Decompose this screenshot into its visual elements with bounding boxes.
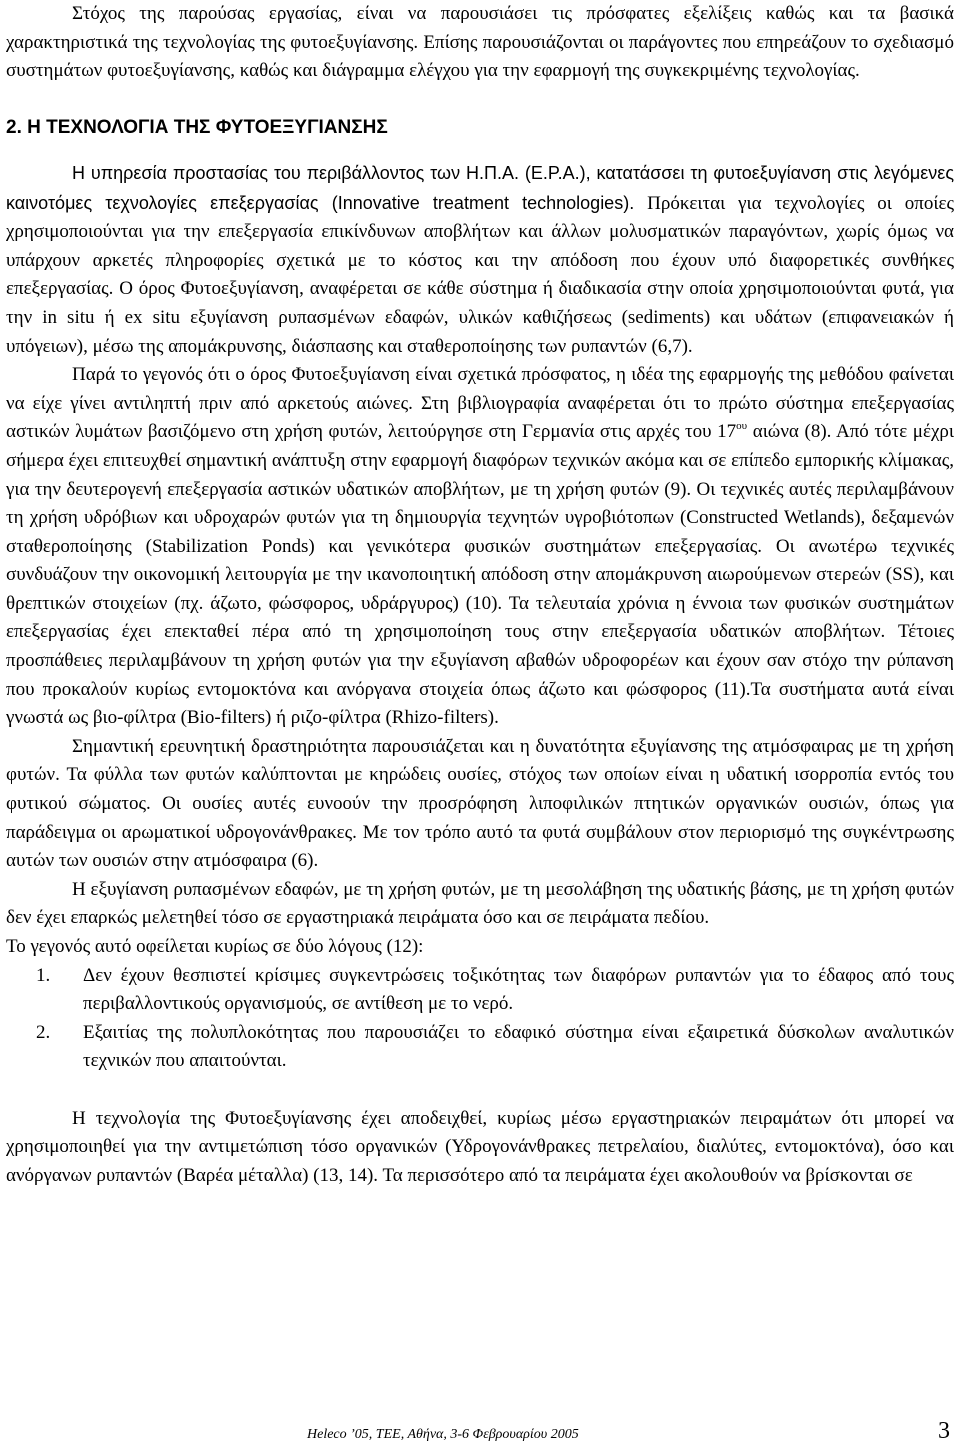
reasons-list — [6, 962, 954, 1076]
paragraph-soil: Η εξυγίανση ρυπασμένων εδαφών, με τη χρήση φυτών, με τη μεσολάβηση της υδατικής βάσης, με τη χρήση φυτών δεν έχει επαρκώς μελετηθεί τόσο σε εργαστηριακά πειράματα όσο και σε πειράματα πεδίου. — [6, 878, 954, 929]
list-item — [6, 962, 954, 1019]
paragraph-epa-lead: Η υπηρεσία προστασίας του περιβάλλοντος των Η.Π.Α. (Ε.Ρ.Α.), κατατάσσει τη φυτοεξυγίανση στις λεγόμενες καινοτόμες τεχνολογίες επεξεργασίας (Innovative treatment technologies). — [6, 162, 954, 213]
paragraph-epa — [6, 159, 954, 361]
footer-conference-text: Heleco ’05, ΤΕΕ, Αθήνα, 3-6 Φεβρουαρίου 2005 — [307, 1427, 579, 1442]
paragraph-applications: Η τεχνολογία της Φυτοεξυγίανσης έχει αποδειχθεί, κυρίως μέσω εργαστηριακών πειραμάτων ότι μπορεί να χρησιμοποιηθεί για την αντιμετώπιση τόσο οργανικών (Υδρογονάνθρακες πετρελαίου, διαλύτες, εντομοκτόνα), όσο και ανόργανων ρυπαντών (Βαρέα μέταλλα) (13, 14). Τα περισσότερο από τα πειράματα έχει ακολουθούν να βρίσκονται σε — [6, 1107, 954, 1186]
list-item-number: 2. — [36, 1021, 51, 1043]
section-heading: 2. Η ΤΕΧΝΟΛΟΓΙΑ ΤΗΣ ΦΥΤΟΕΞΥΓΙΑΝΣΗΣ — [6, 117, 388, 139]
page-footer — [0, 1413, 960, 1453]
intro-paragraph: Στόχος της παρούσας εργασίας, είναι να παρουσιάσει τις πρόσφατες εξελίξεις καθώς και τα βασικά χαρακτηριστικά της τεχνολογίας της φυτοεξυγίανσης. Επίσης παρουσιάζονται οι παράγοντες που επηρεάζουν το σχεδιασμό συστημάτων φυτοεξυγίανσης, καθώς και διάγραμμα ελέγχου για την εφαρμογή της συγκεκριμένης τεχνολογίας. — [6, 3, 954, 82]
paragraph-atmosphere: Σημαντική ερευνητική δραστηριότητα παρουσιάζεται και η δυνατότητα εξυγίανσης της ατμόσφαιρας με τη χρήση φυτών. Τα φύλλα των φυτών καλύπτονται με κηρώδεις ουσίες, στόχος των οποίων είναι η υδατική ισορροπία εντός του φυτικού σώματος. Οι ουσίες αυτές ευνοούν την προσρόφηση λιποφιλικών πτητικών οργανικών ουσιών, όπως για παράδειγμα οι αρωματικοί υδρογονάνθρακες. Με τον τρόπο αυτό τα φυτά συμβάλουν στον περιορισμό της συγκέντρωσης αυτών των ουσιών στην ατμόσφαιρα (6). — [6, 735, 954, 872]
century-superscript: ου — [736, 420, 748, 433]
paragraph-epa-rest: Πρόκειται για τεχνολογίες οι οποίες χρησιμοποιούνται για την επεξεργασία επικίνδυνων αποβλήτων και άλλων μολυσματικών παραγόντων, χωρίς όμως να υπάρχουν αρκετές πληροφορίες σχετικά με το κόστος και την απόδοση που έχουν υπό διαφορετικές συνθήκες επεξεργασίας. Ο όρος Φυτοεξυγίανση, αναφέρεται σε κάθε σύστημα ή διαδικασία στην οποία χρησιμοποιούνται φυτά, για την in situ ή ex situ εξυγίανση ρυπασμένων εδαφών, υλικών καθιζήσεως (sediments) και υδάτων (επιφανειακών ή υπόγειων), μέσω της απομάκρυνσης, διάσπασης και σταθεροποίησης των ρυπαντών (6,7). — [6, 192, 954, 357]
spacer — [6, 1076, 954, 1105]
list-item-text: Δεν έχουν θεσπιστεί κρίσιμες συγκεντρώσεις τοξικότητας των διαφόρων ρυπαντών για το έδαφος από τους περιβαλλοντικούς οργανισμούς, σε αντίθεση με το νερό. — [83, 964, 954, 1015]
paragraph-history-part1: Παρά το γεγονός ότι ο όρος Φυτοεξυγίανση είναι σχετικά πρόσφατος, η ιδέα της εφαρμογής της μεθόδου φαίνεται να είχε γίνει αντιληπτή πριν από αρκετούς αιώνες. Στη βιβλιογραφία αναφέρεται ότι το πρώτο σύστημα επεξεργασίας αστικών λυμάτων βασιζόμενο στη χρήση φυτών, λειτούργησε στη Γερμανία στις αρχές του 17 — [6, 364, 954, 443]
page-number: 3 — [938, 1418, 950, 1444]
paragraph-history-part2: αιώνα (8). Από τότε μέχρι σήμερα έχει επιτευχθεί σημαντική ανάπτυξη στην εφαρμογή διαφόρων τεχνικών ακόμα και σε επίπεδο εμπορικής κλίμακας, για την δευτερογενή επεξεργασία αστικών υδατικών αποβλήτων, με τη χρήση φυτών (9). Οι τεχνικές αυτές περιλαμβάνουν τη χρήση υδρόβιων και υδροχαρών φυτών για τη δημιουργία τεχνητών υγροβιότοπων (Constructed Wetlands), δεξαμενών σταθεροποίησης (Stabilization Ponds) και γενικότερα φυσικών συστημάτων επεξεργασίας. Οι ανωτέρω τεχνικές συνδυάζουν την οικονομική λειτουργία με την ικανοποιητική απόδοση στην απομάκρυνση αιωρούμενων στερεών (SS), και θρεπτικών στοιχείων (πχ. άζωτο, φώσφορος, υδράργυρος) (10). Τα τελευταία χρόνια η έννοια των φυσικών συστημάτων επεξεργασίας έχει επεκταθεί πέρα από τη χρησιμοποίηση τους στην επεξεργασία υδατικών αποβλήτων. Τέτοιες προσπάθειες περιλαμβάνουν τη χρήση φυτών για την εξυγίανση αβαθών υδροφορέων και έχουν σαν στόχο την ρύπανση που προκαλούν κυρίως εντομοκτόνα και ανόργανα στοιχεία όπως άζωτο και φώσφορος (11).Τα συστήματα αυτά είναι γνωστά ως βιο-φίλτρα (Bio-filters) ή ριζο-φίλτρα (Rhizo-filters). — [6, 421, 954, 729]
list-item — [6, 1019, 954, 1076]
paragraph-history — [6, 361, 954, 733]
list-item-text: Εξαιτίας της πολυπλοκότητας που παρουσιάζει το εδαφικό σύστημα είναι εξαιρετικά δύσκολων αναλυτικών τεχνικών που απαιτούνται. — [83, 1021, 954, 1072]
list-item-number: 1. — [36, 964, 51, 986]
spacer — [6, 86, 954, 115]
spacer — [6, 143, 954, 159]
paragraph-reasons-intro: Το γεγονός αυτό οφείλεται κυρίως σε δύο λόγους (12): — [6, 936, 424, 957]
